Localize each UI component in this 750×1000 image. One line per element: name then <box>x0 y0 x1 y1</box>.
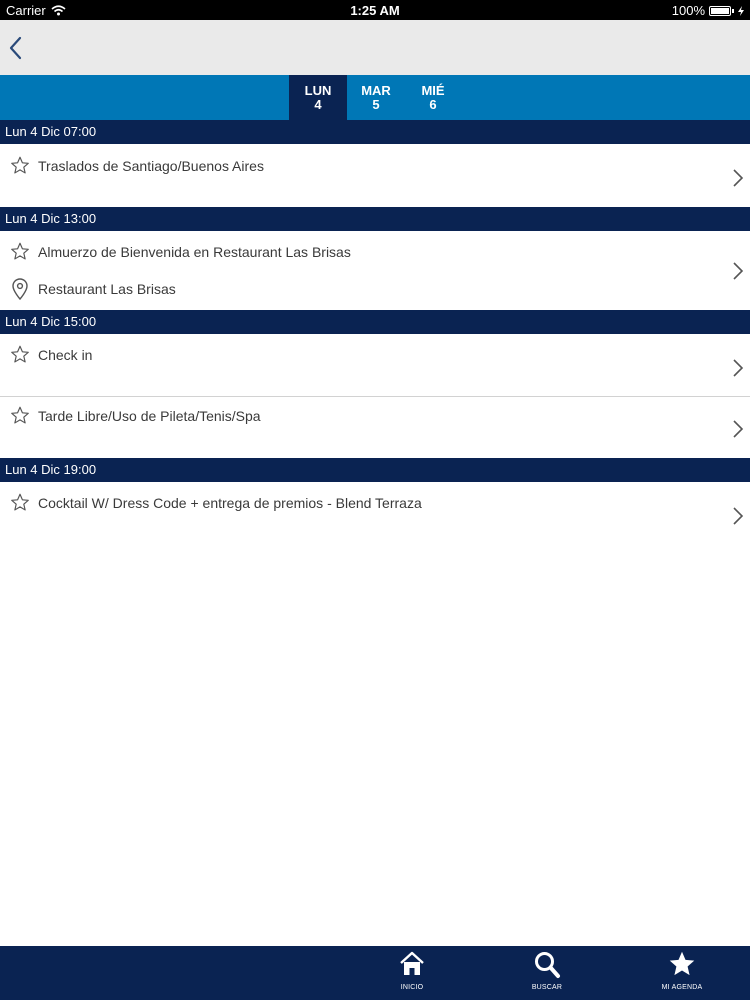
tab-label: MI AGENDA <box>661 984 703 991</box>
day-tabs <box>0 75 750 120</box>
agenda-item-location: Restaurant Las Brisas <box>38 281 176 297</box>
agenda-item-almuerzo[interactable] <box>0 231 750 308</box>
tab-label: INICIO <box>400 984 424 991</box>
star-outline-icon[interactable] <box>10 242 30 261</box>
battery-cap <box>732 9 734 13</box>
tab-inicio[interactable] <box>372 946 452 1000</box>
location-pin-icon <box>10 278 30 300</box>
tab-day-mie[interactable] <box>404 75 462 120</box>
star-outline-icon[interactable] <box>10 345 30 364</box>
star-filled-icon <box>668 950 696 978</box>
carrier-label: Carrier <box>6 3 46 18</box>
star-outline-icon[interactable] <box>10 406 30 425</box>
section-header: Lun 4 Dic 19:00 <box>0 458 750 482</box>
agenda-item-cocktail[interactable] <box>0 482 750 547</box>
tab-day-mar[interactable] <box>347 75 405 120</box>
tab-day-number: 5 <box>372 97 380 112</box>
agenda-item-tarde-libre[interactable] <box>0 397 750 457</box>
home-icon <box>398 950 426 978</box>
navigation-bar <box>0 20 750 75</box>
chevron-right-icon <box>732 506 744 526</box>
agenda-item-traslados[interactable] <box>0 144 750 206</box>
agenda-item-title: Almuerzo de Bienvenida en Restaurant Las Brisas <box>38 243 351 260</box>
clock: 1:25 AM <box>350 3 400 18</box>
section-header: Lun 4 Dic 13:00 <box>0 207 750 231</box>
battery-icon <box>709 6 731 16</box>
section-header: Lun 4 Dic 15:00 <box>0 310 750 334</box>
chevron-right-icon <box>732 358 744 378</box>
agenda-item-check-in[interactable] <box>0 334 750 397</box>
chevron-right-icon <box>732 168 744 188</box>
star-outline-icon[interactable] <box>10 493 30 512</box>
chevron-right-icon <box>732 419 744 439</box>
tab-mi-agenda[interactable] <box>642 946 722 1000</box>
bottom-tab-bar <box>0 946 750 1000</box>
tab-label: BUSCAR <box>531 984 563 991</box>
battery-percent: 100% <box>671 3 705 18</box>
tab-day-label: MAR <box>361 83 391 98</box>
chevron-right-icon <box>732 261 744 281</box>
tab-day-label: MIÉ <box>421 83 445 98</box>
battery-indicator <box>672 3 744 18</box>
agenda-item-title: Traslados de Santiago/Buenos Aires <box>38 157 264 174</box>
tab-day-lun[interactable] <box>289 75 347 120</box>
agenda-item-title: Tarde Libre/Uso de Pileta/Tenis/Spa <box>38 407 261 424</box>
agenda-item-title: Check in <box>38 346 93 363</box>
tab-buscar[interactable] <box>507 946 587 1000</box>
status-bar <box>0 0 750 20</box>
tab-day-number: 6 <box>429 97 437 112</box>
section-header: Lun 4 Dic 07:00 <box>0 120 750 144</box>
tab-day-number: 4 <box>314 97 322 112</box>
search-icon <box>533 950 561 980</box>
agenda-item-title: Cocktail W/ Dress Code + entrega de premios - Blend Terraza <box>38 494 422 511</box>
charging-icon <box>738 6 744 16</box>
star-outline-icon[interactable] <box>10 156 30 175</box>
tab-day-label: LUN <box>304 83 332 98</box>
back-chevron-icon[interactable] <box>4 34 26 62</box>
